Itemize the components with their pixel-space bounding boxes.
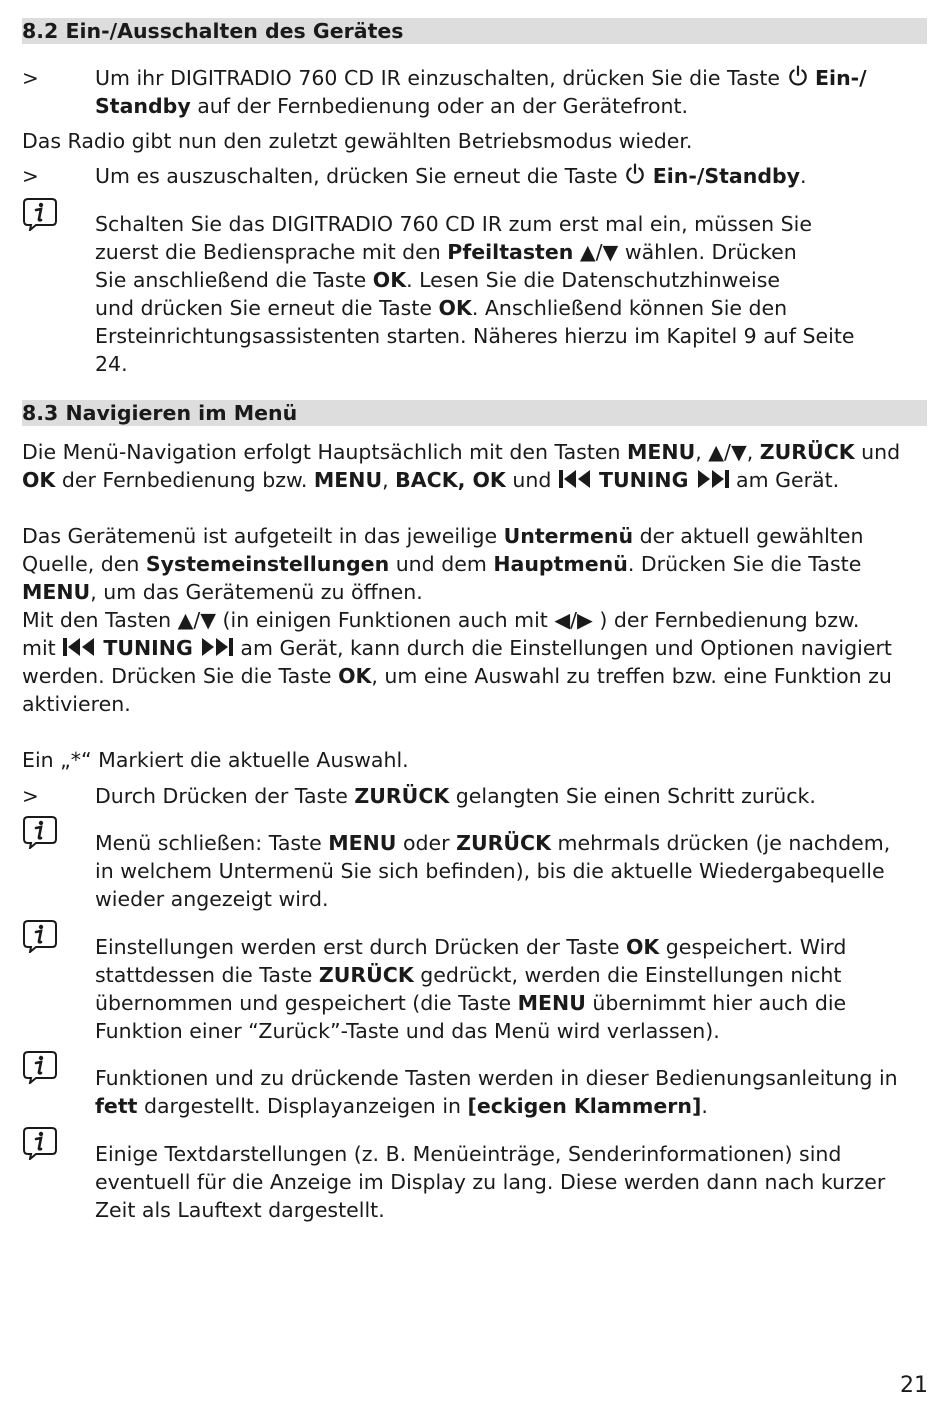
note-first-setup-line5: Ersteinrichtungsassistenten starten. Näheres hierzu im Kapitel 9 auf Seite <box>95 324 855 348</box>
note-first-setup-line4: und drücken Sie erneut die Taste OK. Anschließend können Sie den <box>95 296 788 320</box>
section-heading-text: 8.3 Navigieren im Menü <box>22 401 298 425</box>
nav-intro-line1: Die Menü-Navigation erfolgt Hauptsächlich mit den Tasten MENU, ▲/▼, ZURÜCK und <box>22 440 901 464</box>
note-save-settings-line4: Funktion einer “Zurück”-Taste und das Menü wird verlassen). <box>95 1019 720 1043</box>
paragraph-mode-restore: Das Radio gibt nun den zuletzt gewählten Betriebsmodus wieder. <box>22 129 693 153</box>
selection-marker-note: Ein „*“ Markiert die aktuelle Auswahl. <box>22 748 409 772</box>
power-icon <box>624 163 646 185</box>
skip-forward-icon <box>200 637 234 657</box>
nav-intro-line2: OK der Fernbedienung bzw. MENU, BACK, OK und TUNING am Gerät. <box>22 468 840 492</box>
step-back: Durch Drücken der Taste ZURÜCK gelangten Sie einen Schritt zurück. <box>95 784 816 808</box>
power-icon <box>787 65 809 87</box>
menu-structure-line5: mit TUNING am Gerät, kann durch die Einstellungen und Optionen navigiert <box>22 636 892 660</box>
bullet-marker: > <box>22 164 39 188</box>
section-heading-text: 8.2 Ein-/Ausschalten des Gerätes <box>22 19 404 43</box>
menu-structure-line3: MENU, um das Gerätemenü zu öffnen. <box>22 580 423 604</box>
menu-structure-line7: aktivieren. <box>22 692 131 716</box>
skip-back-icon <box>558 469 592 489</box>
info-icon <box>22 919 58 953</box>
step-power-off: Um es auszuschalten, drücken Sie erneut die Taste Ein-/Standby. <box>95 164 807 188</box>
info-icon <box>22 815 58 849</box>
note-save-settings-line3: übernommen und gespeichert (die Taste MENU übernimmt hier auch die <box>95 991 847 1015</box>
note-close-menu-line1: Menü schließen: Taste MENU oder ZURÜCK mehrmals drücken (je nachdem, <box>95 831 891 855</box>
bullet-marker: > <box>22 784 39 808</box>
note-scrolling-text-line3: Zeit als Lauftext dargestellt. <box>95 1198 385 1222</box>
note-first-setup-line3: Sie anschließend die Taste OK. Lesen Sie die Datenschutzhinweise <box>95 268 781 292</box>
info-icon <box>22 1126 58 1160</box>
skip-back-icon <box>62 637 96 657</box>
info-icon <box>22 1050 58 1084</box>
note-scrolling-text-line1: Einige Textdarstellungen (z. B. Menüeinträge, Senderinformationen) sind <box>95 1142 842 1166</box>
page-number: 21 <box>900 1373 928 1398</box>
note-scrolling-text-line2: eventuell für die Anzeige im Display zu lang. Diese werden dann nach kurzer <box>95 1170 886 1194</box>
skip-forward-icon <box>696 469 730 489</box>
note-close-menu-line2: in welchem Untermenü Sie sich befinden), bis die aktuelle Wiedergabequelle <box>95 859 885 883</box>
menu-structure-line1: Das Gerätemenü ist aufgeteilt in das jeweilige Untermenü der aktuell gewählten <box>22 524 864 548</box>
step-power-on-line1: Um ihr DIGITRADIO 760 CD IR einzuschalten, drücken Sie die Taste Ein-/ <box>95 66 867 90</box>
note-first-setup-line6: 24. <box>95 352 128 376</box>
section-heading-8-2 <box>22 18 927 44</box>
menu-structure-line2: Quelle, den Systemeinstellungen und dem Hauptmenü. Drücken Sie die Taste <box>22 552 862 576</box>
menu-structure-line6: werden. Drücken Sie die Taste OK, um eine Auswahl zu treffen bzw. eine Funktion zu <box>22 664 892 688</box>
step-power-on-line2: Standby auf der Fernbedienung oder an der Gerätefront. <box>95 94 689 118</box>
bullet-marker: > <box>22 66 39 90</box>
note-formatting-line1: Funktionen und zu drückende Tasten werden in dieser Bedienungsanleitung in <box>95 1066 898 1090</box>
note-save-settings-line2: stattdessen die Taste ZURÜCK gedrückt, werden die Einstellungen nicht <box>95 963 842 987</box>
note-formatting-line2: fett dargestellt. Displayanzeigen in [eckigen Klammern]. <box>95 1094 708 1118</box>
note-first-setup-line2: zuerst die Bediensprache mit den Pfeiltasten ▲/▼ wählen. Drücken <box>95 240 797 264</box>
section-heading-8-3 <box>22 400 927 426</box>
note-first-setup-line1: Schalten Sie das DIGITRADIO 760 CD IR zum erst mal ein, müssen Sie <box>95 212 812 236</box>
menu-structure-line4: Mit den Tasten ▲/▼ (in einigen Funktionen auch mit ◀/▶ ) der Fernbedienung bzw. <box>22 608 860 632</box>
note-close-menu-line3: wieder angezeigt wird. <box>95 887 329 911</box>
info-icon <box>22 197 58 231</box>
note-save-settings-line1: Einstellungen werden erst durch Drücken der Taste OK gespeichert. Wird <box>95 935 847 959</box>
